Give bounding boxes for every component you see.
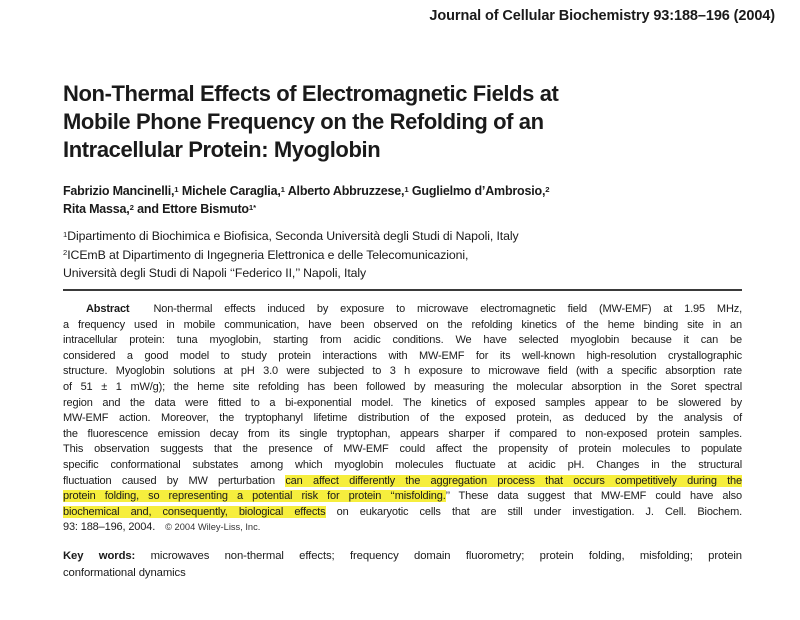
- text-segment: Guglielmo d’Ambrosio,: [408, 184, 546, 198]
- text-segment: on eukaryotic cells that are still under investigation. J. Cell. Biochem.: [325, 505, 743, 518]
- text-segment: Fabrizio Mancinelli,: [63, 184, 175, 198]
- paper-title-line: [63, 80, 703, 108]
- abstract-line: [63, 318, 742, 334]
- superscript-marker: 1: [63, 229, 68, 239]
- keywords: [63, 548, 742, 581]
- superscript-marker: 1: [174, 184, 179, 194]
- text-segment: This observation suggests that the presence of MW-EMF could affect the propensity of protein molecules to populate: [63, 443, 742, 456]
- text-segment: Dipartimento di Biochimica e Biofisica, Seconda Università degli Studi di Napoli, Italy: [67, 229, 519, 243]
- keywords-line: [63, 548, 742, 565]
- text-segment: of 51 ± 1 mW/g); the heme site refolding has been followed by measuring the molecular absorption in the Soret spectral: [63, 380, 742, 393]
- abstract-line: [63, 474, 742, 490]
- text-segment: Michele Caraglia,: [178, 184, 281, 198]
- affiliation-line: [63, 247, 723, 266]
- highlighted-text: can affect differently the aggregation process that occurs competitively during the: [285, 474, 742, 487]
- abstract-line: [63, 302, 742, 318]
- text-segment: Key words:: [63, 550, 136, 562]
- text-segment: a frequency used in mobile communication, have been observed on the refolding kinetics of the heme binding site in an: [63, 318, 742, 331]
- paper-title-line: [63, 136, 703, 164]
- abstract-line: [63, 520, 742, 536]
- abstract-line: [63, 411, 742, 427]
- text-segment: specific conformational substates among which myoglobin molecules fluctuate at acidic pH. Changes in the structural: [63, 458, 742, 471]
- text-segment: Rita Massa,: [63, 202, 130, 216]
- authors: [63, 183, 723, 219]
- text-segment: MW-EMF action. Moreover, the tryptophanyl lifetime distribution of the exposed protein, as deduced by the analysis of: [63, 412, 742, 425]
- abstract-line: [63, 427, 742, 443]
- highlighted-text: biochemical and, consequently, biological effects: [63, 505, 326, 518]
- abstract: [63, 302, 742, 536]
- text-segment: and Ettore Bismuto: [133, 202, 249, 216]
- copyright-note: © 2004 Wiley-Liss, Inc.: [165, 522, 261, 533]
- abstract-line: [63, 442, 742, 458]
- abstract-line: [63, 458, 742, 474]
- text-segment: Non-Thermal Effects of Electromagnetic Fields at: [63, 81, 559, 106]
- journal-header-line: Journal of Cellular Biochemistry 93:188–196 (2004): [429, 8, 775, 24]
- abstract-line: [63, 349, 742, 365]
- text-segment: region and the data were fitted to a bi-exponential model. The kinetics of exposed samples appear to be slowered by: [63, 396, 742, 409]
- text-segment: considered a good model to study protein interactions with MW-EMF for its well-known high-resolution crystallographic: [63, 349, 742, 362]
- text-segment: fluctuation caused by MW perturbation: [63, 474, 286, 487]
- text-segment: intracellular protein: tuna myoglobin, starting from acidic conditions. We have selected myoglobin because it can be: [63, 334, 742, 347]
- abstract-line: [63, 396, 742, 412]
- text-segment: 93: 188–196, 2004.: [63, 521, 156, 534]
- highlighted-text: protein folding, so representing a potential risk for protein ‘‘misfolding.: [63, 490, 446, 503]
- paper-title: [63, 80, 703, 164]
- superscript-marker: 2: [545, 184, 550, 194]
- text-segment: the fluorescence emission decay from its single tryptophan, appears sharper if compared to non-exposed protein samples.: [63, 427, 742, 440]
- superscript-marker: 1: [280, 184, 285, 194]
- text-segment: structure. Myoglobin solutions at pH 3.0 were subjected to 3 h exposure to microwave field (with a specific absorption rate: [63, 365, 742, 378]
- abstract-line: [63, 380, 742, 396]
- superscript-marker: 2: [129, 202, 134, 212]
- text-segment: Alberto Abbruzzese,: [284, 184, 405, 198]
- abstract-line: [63, 489, 742, 505]
- affiliation-line: [63, 228, 723, 247]
- affiliations: [63, 228, 723, 282]
- affiliation-line: [63, 265, 723, 282]
- text-segment: Università degli Studi di Napoli ‘‘Federico II,’’ Napoli, Italy: [63, 266, 367, 280]
- abstract-line: [63, 364, 742, 380]
- abstract-label: Abstract: [86, 303, 130, 315]
- abstract-line: [63, 333, 742, 349]
- keywords-line: [63, 565, 742, 582]
- paper-title-line: [63, 108, 703, 136]
- text-segment: Mobile Phone Frequency on the Refolding of an: [63, 109, 544, 134]
- text-segment: Intracellular Protein: Myoglobin: [63, 137, 381, 162]
- text-segment: ’’ These data suggest that MW-EMF could have also: [445, 490, 742, 503]
- superscript-marker: 2: [63, 248, 68, 258]
- text-segment: Non-thermal effects induced by exposure to microwave electromagnetic field (MW-EMF) at 1.95 MHz,: [153, 303, 742, 315]
- text-segment: ICEmB at Dipartimento di Ingegneria Elettronica e delle Telecomunicazioni,: [67, 247, 469, 262]
- abstract-line: [63, 505, 742, 521]
- text-segment: conformational dynamics: [63, 566, 186, 579]
- authors-line: [63, 183, 723, 201]
- divider-rule: [63, 289, 742, 291]
- superscript-marker: 1*: [248, 202, 257, 212]
- superscript-marker: 1: [404, 184, 409, 194]
- authors-line: [63, 201, 723, 219]
- text-segment: microwaves non-thermal effects; frequency domain fluorometry; protein folding, misfolding; protein: [135, 550, 742, 562]
